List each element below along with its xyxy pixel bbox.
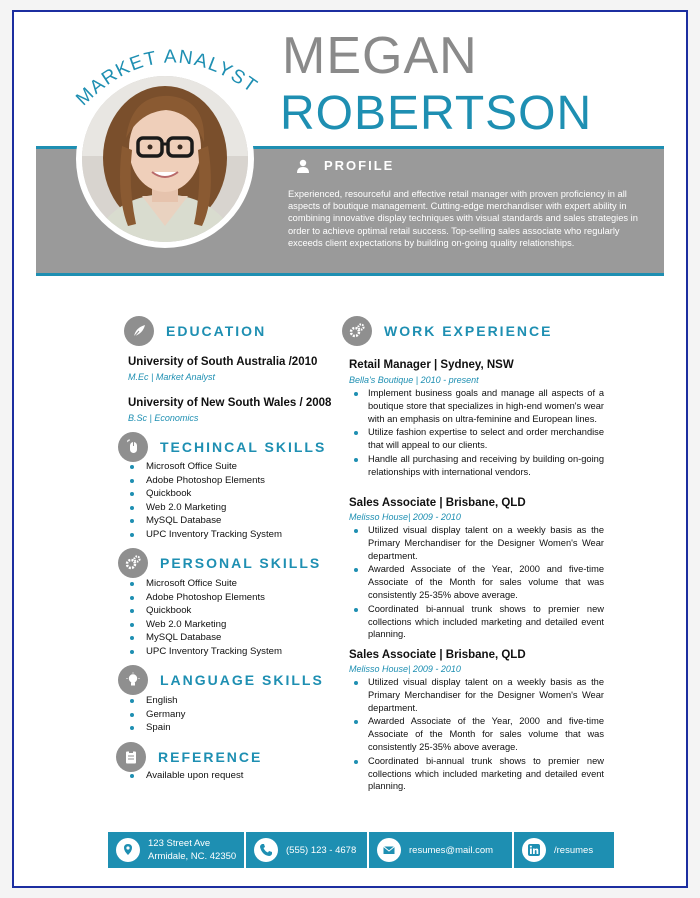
list-item: Implement business goals and manage all aspects of a boutique store that specializes in high-end women's wear with an emphasis on ultra-feminine and European lines. bbox=[350, 387, 604, 425]
list-item: Web 2.0 Marketing bbox=[128, 618, 282, 632]
job-title-1: Retail Manager | Sydney, NSW bbox=[349, 359, 514, 371]
list-item: Microsoft Office Suite bbox=[128, 460, 282, 474]
list-item: Coordinated bi-annual trunk shows to premier new collections which included marketing and detailed event planning. bbox=[350, 603, 604, 641]
list-item: MySQL Database bbox=[128, 631, 282, 645]
work-experience-heading bbox=[342, 316, 552, 346]
job-bullets-1 bbox=[350, 387, 604, 480]
work-experience-title: WORK EXPERIENCE bbox=[384, 323, 553, 339]
list-item: Quickbook bbox=[128, 604, 282, 618]
envelope-icon bbox=[377, 838, 401, 862]
personal-skills-list bbox=[128, 577, 282, 658]
linkedin-icon bbox=[522, 838, 546, 862]
list-item: Available upon request bbox=[128, 769, 243, 783]
contact-footer bbox=[108, 832, 614, 868]
list-item: Adobe Photoshop Elements bbox=[128, 591, 282, 605]
education-heading bbox=[124, 316, 266, 346]
gears-icon bbox=[118, 548, 148, 578]
list-item: Handle all purchasing and receiving by building on-going relationships with international vendors. bbox=[350, 453, 604, 479]
address-line-2: Armidale, NC. 42350 bbox=[148, 851, 237, 862]
education-degree-1: M.Ec | Market Analyst bbox=[128, 372, 216, 382]
language-skills-list bbox=[128, 694, 185, 735]
personal-skills-title: PERSONAL SKILLS bbox=[160, 555, 322, 571]
list-item: Germany bbox=[128, 708, 185, 722]
job-bullets-3 bbox=[350, 676, 604, 794]
list-item: Utilized visual display talent on a weekly basis as the Primary Merchandiser for the Designer Women's Wear department. bbox=[350, 524, 604, 562]
list-item: Awarded Associate of the Year, 2000 and five-time Associate of the Month for sales volume that was consistently 25-35% above average. bbox=[350, 715, 604, 753]
list-item: MySQL Database bbox=[128, 514, 282, 528]
list-item: Awarded Associate of the Year, 2000 and five-time Associate of the Month for sales volume that was consistently 25-35% above average. bbox=[350, 563, 604, 601]
phone-cell[interactable] bbox=[246, 832, 369, 868]
linkedin-cell[interactable] bbox=[514, 832, 614, 868]
phone-icon bbox=[254, 838, 278, 862]
technical-skills-heading bbox=[118, 432, 326, 462]
profile-heading bbox=[296, 158, 394, 173]
first-name: MEGAN bbox=[282, 27, 478, 85]
email-address: resumes@mail.com bbox=[409, 844, 494, 856]
svg-text:MARKET ANALYST bbox=[72, 46, 261, 110]
education-degree-2: B.Sc | Economics bbox=[128, 413, 199, 423]
list-item: UPC Inventory Tracking System bbox=[128, 645, 282, 659]
job-title-2: Sales Associate | Brisbane, QLD bbox=[349, 497, 526, 509]
language-skills-title: LANGUAGE SKILLS bbox=[160, 672, 324, 688]
job-company-3: Melisso House| 2009 - 2010 bbox=[349, 664, 461, 674]
reference-title: REFERENCE bbox=[158, 749, 263, 765]
list-item: UPC Inventory Tracking System bbox=[128, 528, 282, 542]
job-bullets-2 bbox=[350, 524, 604, 642]
phone-number: (555) 123 - 4678 bbox=[286, 844, 357, 856]
education-school-1: University of South Australia /2010 bbox=[128, 356, 318, 368]
reference-list bbox=[128, 769, 243, 783]
address-line-1: 123 Street Ave bbox=[148, 838, 211, 849]
list-item: Utilized visual display talent on a weekly basis as the Primary Merchandiser for the Designer Women's Wear department. bbox=[350, 676, 604, 714]
list-item: English bbox=[128, 694, 185, 708]
profile-summary: Experienced, resourceful and effective retail manager with proven proficiency in all aspects of boutique management. Cutting-edge merchandiser with expert ability in combining innovative display techniques with visual standards and sales strategies in order to achieve optimal retail success. Top-selling sales associate who regularly exceeds client expectations by building on-going quality relationships. bbox=[288, 189, 638, 248]
band-bottom-line bbox=[36, 273, 664, 276]
list-item: Spain bbox=[128, 721, 185, 735]
personal-skills-heading bbox=[118, 548, 321, 578]
reference-heading bbox=[116, 742, 262, 772]
last-name: ROBERTSON bbox=[280, 87, 593, 140]
role-title-text: MARKET ANALYST bbox=[72, 46, 262, 111]
list-item: Microsoft Office Suite bbox=[128, 577, 282, 591]
linkedin-handle: /resumes bbox=[554, 844, 594, 856]
list-item: Quickbook bbox=[128, 487, 282, 501]
role-title-arc bbox=[60, 30, 270, 120]
list-item: Web 2.0 Marketing bbox=[128, 501, 282, 515]
profile-title: PROFILE bbox=[324, 158, 395, 173]
list-item: Utilize fashion expertise to select and order merchandise that will appeal to our clients. bbox=[350, 426, 604, 452]
technical-skills-list bbox=[128, 460, 282, 541]
quill-icon bbox=[124, 316, 154, 346]
list-item: Coordinated bi-annual trunk shows to premier new collections which included marketing and detailed event planning. bbox=[350, 755, 604, 793]
address-cell bbox=[108, 832, 246, 868]
job-company-2: Melisso House| 2009 - 2010 bbox=[349, 512, 461, 522]
gears-icon bbox=[342, 316, 372, 346]
list-item: Adobe Photoshop Elements bbox=[128, 474, 282, 488]
person-icon bbox=[296, 159, 310, 173]
job-title-3: Sales Associate | Brisbane, QLD bbox=[349, 649, 526, 661]
clipboard-icon bbox=[116, 742, 146, 772]
education-title: EDUCATION bbox=[166, 323, 267, 339]
email-cell[interactable] bbox=[369, 832, 514, 868]
map-pin-icon bbox=[116, 838, 140, 862]
education-school-2: University of New South Wales / 2008 bbox=[128, 397, 332, 409]
mouse-icon bbox=[118, 432, 148, 462]
lightbulb-icon bbox=[118, 665, 148, 695]
language-skills-heading bbox=[118, 665, 324, 695]
technical-skills-title: TECHINCAL SKILLS bbox=[160, 439, 327, 455]
job-company-1: Bella's Boutique | 2010 - present bbox=[349, 375, 479, 385]
